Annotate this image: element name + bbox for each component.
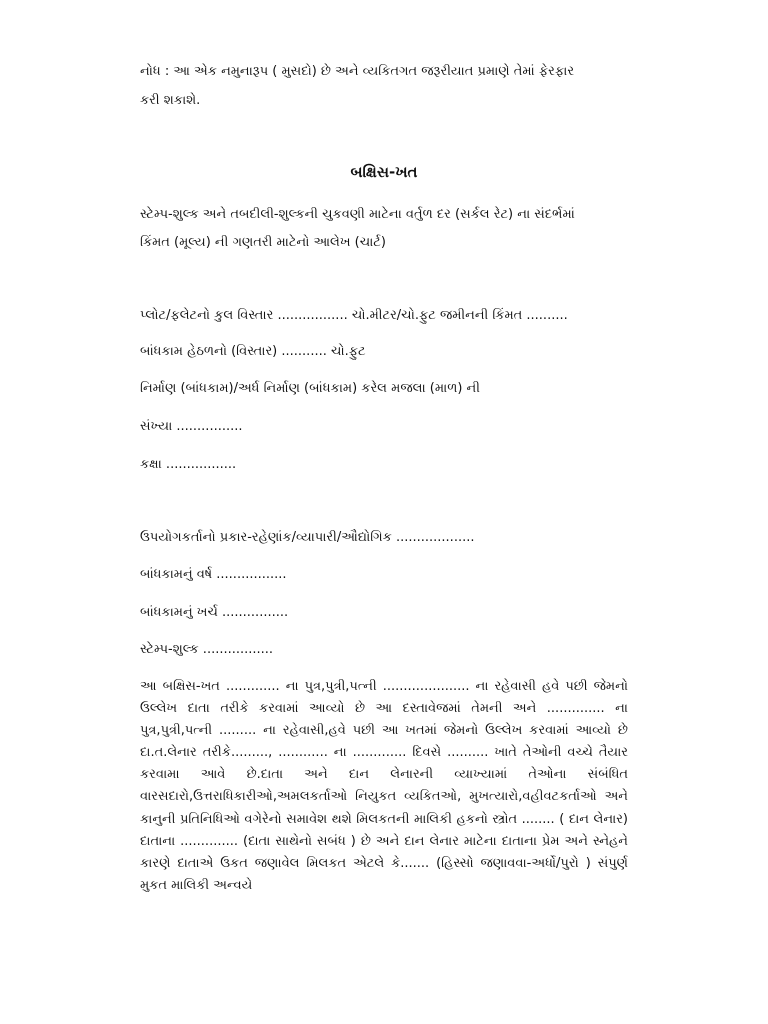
field-class: કક્ષા ................. [140, 457, 237, 472]
field-stamp-duty: સ્ટેમ્પ-શુલ્ક ................. [140, 642, 274, 657]
document-title: બક્ષિસ-ખત [350, 163, 418, 181]
field-usage-type: ઉપયોગકર્તાનો પ્રકાર-રહેણાંક/વ્યાપારી/ઔદ્યોગિક ................... [140, 530, 475, 545]
field-plot-area: પ્લોટ/ફલેટનો કુલ વિસ્તાર ................. ચો.મીટર/ચો.ફુટ જમીનની કિંમત .......... [140, 308, 568, 323]
subtitle-line-1: સ્ટેમ્પ-શુલ્ક અને તબદીલી-શુલ્કની ચુકવણી માટેના વર્તુળ દર (સર્કલ રેટ) ના સંદર્ભમાં [140, 207, 575, 222]
field-floors: નિર્માણ (બાંધકામ)/અર્ધ નિર્માણ (બાંધકામ) કરેલ મજલા (માળ) ની [140, 381, 480, 396]
body-paragraph: આ બક્ષિસ-ખત ............. ના પુત્ર,પુત્રી,પત્ની ..................... ના રહેવાસી હવે પછી જેમનો ઉલ્લેખ દાતા તરીકે કરવામાં આવ્યો છે આ દસ્તાવેજમાં તેમની અને .............. ના પુત્ર,પુત્રી,પત્ની ......... ના રહેવાસી,હવે પછી આ ખતમાં જેમનો ઉલ્લેખ કરવામાં આવ્યો છે દા.ત.લેનાર તરીકે........., ............ ના ............. દિવસે .......... ખાતે તેઓની વચ્ચે તૈયાર કરવામા આવે છે.દાતા અને દાન લેનારની વ્યાખ્યામાં તેઓના સંબંધિત વારસદારો,ઉત્તરાધિકારીઓ,અમલકર્તાઓ નિયુકત વ્યકિતઓ, મુખત્યારો,વહીવટકર્તાઓ અને કાનુની પ્રતિનિધિઓ વગેરેનો સમાવેશ થશે મિલકતની માલિકી હકનો સ્ત્રોત ........ ( દાન લેનાર) દાતાના .............. (દાતા સાથેનો સબંધ ) છે અને દાન લેનાર માટેના દાતાના પ્રેમ અને સ્નેહને કારણે દાતાએ ઉકત જણાવેલ મિલકત એટલે કે....... (હિસ્સો જણાવવા-અર્ધો/પુરો ) સંપુર્ણ મુકત માલિકી અન્વયે [140, 679, 628, 893]
note-line-2: કરી શકાશે. [140, 93, 201, 108]
field-construction-cost: બાંધકામનું ખર્ચ ................ [140, 605, 289, 620]
field-construction-area: બાંધકામ હેઠળનો (વિસ્તાર) ........... ચો.ફુટ [140, 344, 366, 359]
subtitle-line-2: કિંમત (મૂલ્ય) ની ગણતરી માટેનો આલેખ (ચાર્ટ) [140, 235, 386, 250]
field-construction-year: બાંધકામનું વર્ષ ................. [140, 567, 287, 582]
field-floor-count: સંખ્યા ................ [140, 419, 243, 434]
note-line-1: નોધ : આ એક નમુનારૂપ ( મુસદો) છે અને વ્યકિતગત જરૂરીયાત પ્રમાણે તેમાં ફેરફાર [140, 64, 575, 79]
